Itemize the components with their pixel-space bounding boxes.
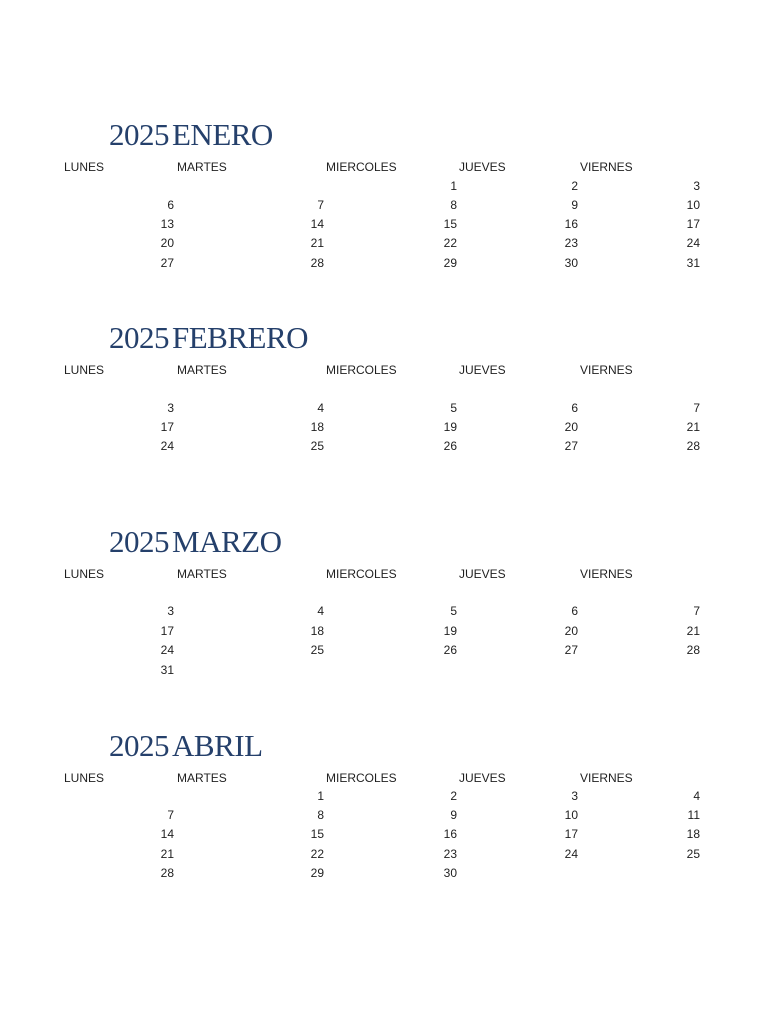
day-cell: 21 bbox=[160, 847, 174, 861]
day-cell: 22 bbox=[310, 847, 324, 861]
day-cell: 5 bbox=[450, 401, 457, 415]
week-row bbox=[0, 623, 768, 639]
weekday-label: MARTES bbox=[177, 771, 227, 785]
day-cell: 3 bbox=[571, 789, 578, 803]
day-cell: 5 bbox=[450, 604, 457, 618]
weekday-label: MIERCOLES bbox=[326, 567, 397, 581]
day-cell: 23 bbox=[564, 236, 578, 250]
week-row bbox=[0, 197, 768, 213]
week-row bbox=[0, 438, 768, 454]
month-year: 2025 bbox=[109, 524, 169, 559]
weekday-header-row bbox=[0, 159, 768, 175]
day-cell: 14 bbox=[160, 827, 174, 841]
day-cell: 30 bbox=[564, 256, 578, 270]
day-cell: 9 bbox=[450, 808, 457, 822]
day-cell: 6 bbox=[571, 401, 578, 415]
weekday-label: MARTES bbox=[177, 567, 227, 581]
month-name: ENERO bbox=[172, 117, 273, 152]
week-row bbox=[0, 826, 768, 842]
day-cell: 17 bbox=[160, 420, 174, 434]
weekday-label: MARTES bbox=[177, 363, 227, 377]
day-cell: 13 bbox=[160, 217, 174, 231]
day-cell: 4 bbox=[317, 401, 324, 415]
day-cell: 28 bbox=[686, 643, 700, 657]
day-cell: 14 bbox=[310, 217, 324, 231]
weekday-label: MIERCOLES bbox=[326, 363, 397, 377]
day-cell: 7 bbox=[693, 604, 700, 618]
weekday-label: LUNES bbox=[64, 363, 105, 377]
day-cell: 28 bbox=[686, 439, 700, 453]
month-name: MARZO bbox=[172, 524, 282, 559]
day-cell: 17 bbox=[686, 217, 700, 231]
day-cell: 8 bbox=[450, 198, 457, 212]
day-cell: 25 bbox=[686, 847, 700, 861]
day-cell: 6 bbox=[167, 198, 174, 212]
day-cell: 19 bbox=[443, 420, 457, 434]
week-row bbox=[0, 419, 768, 435]
weekday-header-row bbox=[0, 566, 768, 582]
weekday-header-row bbox=[0, 770, 768, 786]
weekday-label: MARTES bbox=[177, 160, 227, 174]
day-cell: 30 bbox=[443, 866, 457, 880]
day-cell: 21 bbox=[686, 624, 700, 638]
day-cell: 10 bbox=[686, 198, 700, 212]
day-cell: 22 bbox=[443, 236, 457, 250]
day-cell: 2 bbox=[571, 179, 578, 193]
month-title bbox=[109, 729, 263, 763]
day-cell: 4 bbox=[693, 789, 700, 803]
weekday-label: VIERNES bbox=[580, 771, 633, 785]
week-row bbox=[0, 216, 768, 232]
day-cell: 19 bbox=[443, 624, 457, 638]
day-cell: 28 bbox=[160, 866, 174, 880]
day-cell: 17 bbox=[564, 827, 578, 841]
weekday-label: VIERNES bbox=[580, 567, 633, 581]
day-cell: 20 bbox=[564, 624, 578, 638]
week-row bbox=[0, 400, 768, 416]
week-row bbox=[0, 865, 768, 881]
day-cell: 25 bbox=[310, 643, 324, 657]
day-cell: 20 bbox=[160, 236, 174, 250]
day-cell: 27 bbox=[564, 643, 578, 657]
day-cell: 27 bbox=[564, 439, 578, 453]
day-cell: 26 bbox=[443, 439, 457, 453]
month-year: 2025 bbox=[109, 320, 169, 355]
day-cell: 3 bbox=[167, 401, 174, 415]
weekday-label: LUNES bbox=[64, 567, 105, 581]
day-cell: 9 bbox=[571, 198, 578, 212]
week-row bbox=[0, 846, 768, 862]
weekday-header-row bbox=[0, 362, 768, 378]
weekday-label: MIERCOLES bbox=[326, 771, 397, 785]
weekday-label: JUEVES bbox=[459, 160, 506, 174]
day-cell: 7 bbox=[693, 401, 700, 415]
month-year: 2025 bbox=[109, 728, 169, 763]
day-cell: 7 bbox=[167, 808, 174, 822]
day-cell: 25 bbox=[310, 439, 324, 453]
month-year: 2025 bbox=[109, 117, 169, 152]
day-cell: 21 bbox=[310, 236, 324, 250]
day-cell: 27 bbox=[160, 256, 174, 270]
day-cell: 10 bbox=[564, 808, 578, 822]
day-cell: 26 bbox=[443, 643, 457, 657]
weekday-label: VIERNES bbox=[580, 363, 633, 377]
week-row bbox=[0, 807, 768, 823]
week-row bbox=[0, 178, 768, 194]
week-row bbox=[0, 235, 768, 251]
week-row bbox=[0, 662, 768, 678]
day-cell: 3 bbox=[167, 604, 174, 618]
weekday-label: LUNES bbox=[64, 771, 105, 785]
day-cell: 8 bbox=[317, 808, 324, 822]
day-cell: 6 bbox=[571, 604, 578, 618]
weekday-label: JUEVES bbox=[459, 567, 506, 581]
day-cell: 16 bbox=[564, 217, 578, 231]
day-cell: 21 bbox=[686, 420, 700, 434]
day-cell: 18 bbox=[310, 624, 324, 638]
month-title bbox=[109, 321, 308, 355]
day-cell: 23 bbox=[443, 847, 457, 861]
day-cell: 18 bbox=[310, 420, 324, 434]
week-row bbox=[0, 642, 768, 658]
day-cell: 24 bbox=[686, 236, 700, 250]
week-row bbox=[0, 585, 768, 601]
day-cell: 16 bbox=[443, 827, 457, 841]
week-row bbox=[0, 255, 768, 271]
weekday-label: MIERCOLES bbox=[326, 160, 397, 174]
weekday-label: VIERNES bbox=[580, 160, 633, 174]
day-cell: 15 bbox=[443, 217, 457, 231]
month-name: ABRIL bbox=[172, 728, 263, 763]
weekday-label: JUEVES bbox=[459, 363, 506, 377]
weekday-label: LUNES bbox=[64, 160, 105, 174]
week-row bbox=[0, 788, 768, 804]
day-cell: 29 bbox=[310, 866, 324, 880]
day-cell: 20 bbox=[564, 420, 578, 434]
day-cell: 31 bbox=[160, 663, 174, 677]
month-name: FEBRERO bbox=[172, 320, 309, 355]
month-title bbox=[109, 525, 281, 559]
day-cell: 24 bbox=[564, 847, 578, 861]
month-title bbox=[109, 118, 273, 152]
day-cell: 31 bbox=[686, 256, 700, 270]
day-cell: 24 bbox=[160, 643, 174, 657]
day-cell: 1 bbox=[450, 179, 457, 193]
day-cell: 24 bbox=[160, 439, 174, 453]
day-cell: 28 bbox=[310, 256, 324, 270]
day-cell: 18 bbox=[686, 827, 700, 841]
day-cell: 1 bbox=[317, 789, 324, 803]
day-cell: 3 bbox=[693, 179, 700, 193]
week-row bbox=[0, 381, 768, 397]
day-cell: 11 bbox=[687, 808, 700, 822]
day-cell: 4 bbox=[317, 604, 324, 618]
day-cell: 17 bbox=[160, 624, 174, 638]
day-cell: 2 bbox=[450, 789, 457, 803]
day-cell: 15 bbox=[310, 827, 324, 841]
day-cell: 7 bbox=[317, 198, 324, 212]
day-cell: 29 bbox=[443, 256, 457, 270]
week-row bbox=[0, 603, 768, 619]
weekday-label: JUEVES bbox=[459, 771, 506, 785]
